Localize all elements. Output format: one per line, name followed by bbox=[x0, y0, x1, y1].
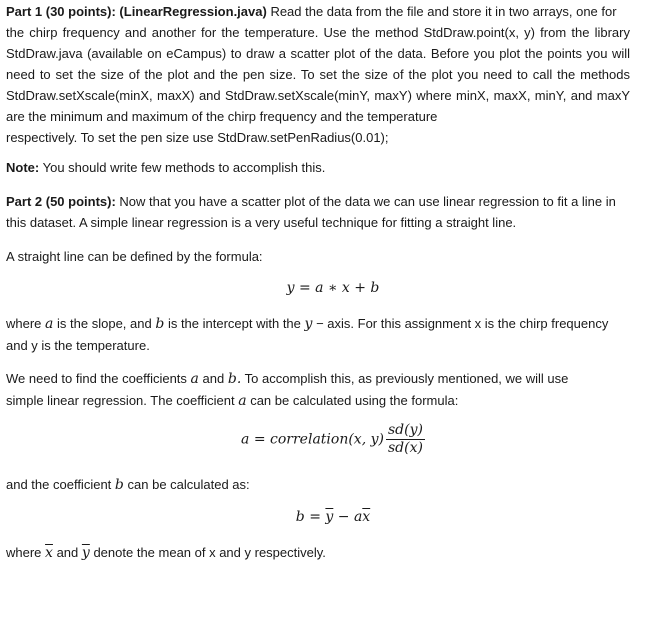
slope-var-b: b bbox=[155, 316, 165, 332]
part1-filename: (LinearRegression.java) bbox=[119, 4, 267, 19]
slope-text-2: is the slope, and bbox=[57, 316, 152, 331]
means-text-3: denote the mean of x and y respectively. bbox=[93, 545, 326, 560]
line-equation: y = a ∗ x + b bbox=[286, 280, 380, 296]
coef-line2-b: can be calculated using the formula: bbox=[250, 393, 459, 408]
coef-text-2: and bbox=[202, 371, 225, 386]
intercept-var-b: b bbox=[114, 477, 124, 493]
coef-var-b: b. bbox=[227, 371, 242, 387]
part1-last-line: respectively. To set the pen size use StdDraw.setPenRadius(0.01); bbox=[6, 130, 389, 145]
slope-text-4: − axis. For this assignment x is the chirp frequency bbox=[316, 316, 609, 331]
part1-line1: Read the data from the file and store it in two arrays, one for bbox=[270, 4, 617, 19]
coef-text-1: We need to find the coefficients bbox=[6, 371, 187, 386]
slope-formula-lhs: a = correlation(x, y) bbox=[241, 431, 384, 448]
y-bar: $\overline{y}$ bbox=[325, 509, 334, 525]
intercept-intro bbox=[6, 474, 630, 496]
means-text-2: and bbox=[56, 545, 79, 560]
x-bar-inline: $\overline{x}$ bbox=[45, 545, 53, 561]
slope-var-y: y bbox=[304, 316, 313, 332]
x-bar: $\overline{x}$ bbox=[362, 509, 371, 525]
part1-first-line bbox=[6, 1, 630, 22]
part1-heading: Part 1 (30 points): bbox=[6, 4, 116, 19]
note-paragraph bbox=[6, 157, 630, 178]
means-text-1: where bbox=[6, 545, 42, 560]
intercept-formula bbox=[0, 509, 666, 525]
sd-denominator: sd(x) bbox=[387, 440, 423, 456]
slope-text-1: where bbox=[6, 316, 42, 331]
slope-line-2: and y is the temperature. bbox=[6, 338, 150, 353]
part2-heading: Part 2 (50 points): bbox=[6, 194, 116, 209]
part2-text: Now that you have a scatter plot of the data we can use linear regression to fit a line in this dataset. A simple linear regression is a very useful technique for fitting a straight line. bbox=[6, 194, 616, 230]
note-text: You should write few methods to accomplish this. bbox=[42, 160, 326, 175]
part2-paragraph bbox=[6, 191, 630, 233]
intercept-lhs: b = bbox=[295, 509, 326, 525]
slope-formula bbox=[0, 422, 666, 457]
slope-var-a: a bbox=[45, 316, 54, 332]
coef-line2-a: simple linear regression. The coefficient bbox=[6, 393, 235, 408]
part1-body: the chirp frequency and another for the temperature. Use the method StdDraw.point(x, y) from the library StdDraw.java (available on eCampus) to draw a scatter plot of the data. Before you plot the points you will need to set the size of the plot and the pen size. To set the size of the plot you need to call the methods StdDraw.setXscale(minX, maxX) and StdDraw.setXscale(minY, maxY) where minX, maxX, minY, and maxY are the minimum and maximum of the chirp frequency and the temperature bbox=[6, 25, 630, 124]
coef-var-a: a bbox=[190, 371, 199, 387]
sd-fraction bbox=[386, 422, 425, 457]
means-sentence bbox=[6, 542, 630, 564]
sd-numerator: sd(y) bbox=[387, 422, 423, 438]
coef-var-a2: a bbox=[238, 393, 247, 409]
coef-text-3: To accomplish this, as previously mentioned, we will use bbox=[244, 371, 569, 386]
formula-intro: A straight line can be defined by the formula: bbox=[6, 249, 263, 264]
intercept-text-1: and the coefficient bbox=[6, 477, 112, 492]
slope-text-3: is the intercept with the bbox=[167, 316, 301, 331]
coefficients-paragraph bbox=[6, 368, 630, 412]
note-label: Note: bbox=[6, 160, 40, 175]
intercept-text-2: can be calculated as: bbox=[127, 477, 250, 492]
intercept-mid: − a bbox=[333, 509, 363, 525]
y-bar-inline: $\overline{y}$ bbox=[81, 545, 90, 561]
slope-paragraph bbox=[6, 313, 630, 356]
